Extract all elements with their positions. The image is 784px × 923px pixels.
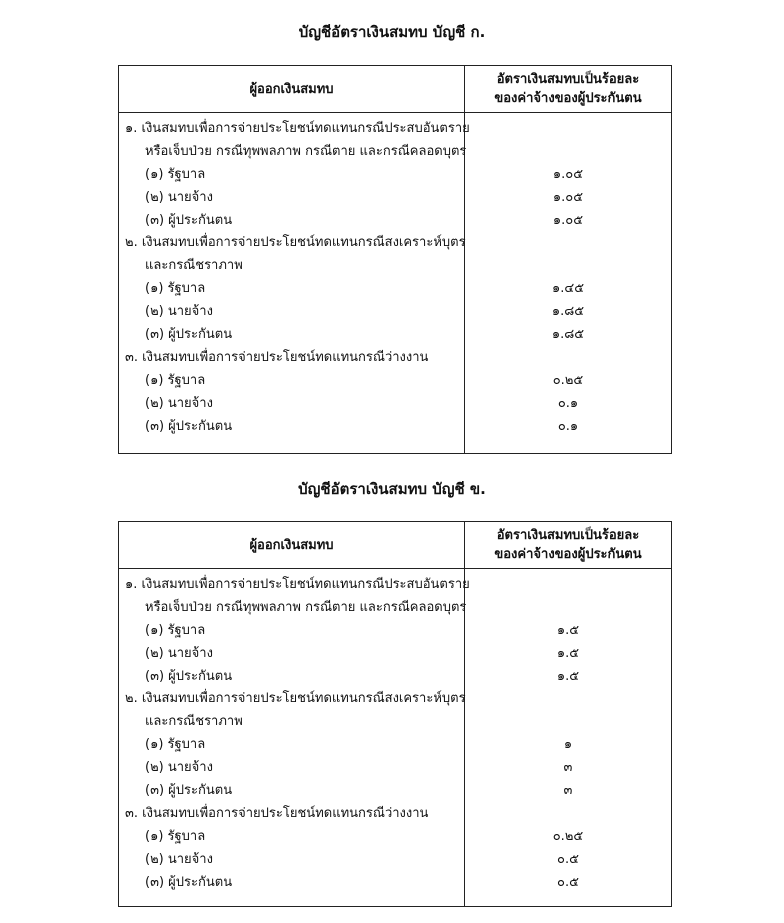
rate-value: ๑.๕ [556,622,580,638]
contributor-column [119,569,470,907]
rate-column [465,113,672,454]
item-label: (๑) รัฐบาล [145,166,206,182]
rate-spacer [465,255,671,278]
section-heading-cont: และกรณีชราภาพ [145,258,243,274]
rate-value: ๓ [563,760,573,776]
header-rate-line-1: อัตราเงินสมทบเป็นร้อยละ [496,72,640,87]
schedule-b-title: บัญชีอัตราเงินสมทบ บัญชี ข. [298,480,486,498]
rate-value: ๑.๔๕ [551,281,585,297]
section-heading: ๓. เงินสมทบเพื่อการจ่ายประโยชน์ทดแทนกรณีว่างงาน [125,349,429,365]
item-label: (๓) ผู้ประกันตน [145,668,233,684]
section-heading: ๑. เงินสมทบเพื่อการจ่ายประโยชน์ทดแทนกรณีประสบอันตราย [125,121,470,136]
header-rate-line-1: อัตราเงินสมทบเป็นร้อยละ [496,528,640,543]
item-label: (๒) นายจ้าง [145,304,213,320]
rate-value: ๑.๐๕ [552,212,584,228]
contributor-column [119,113,470,454]
rate-spacer [465,232,671,255]
item-label: (๓) ผู้ประกันตน [145,327,233,343]
section-heading: ๒. เงินสมทบเพื่อการจ่ายประโยชน์ทดแทนกรณีสงเคราะห์บุตร [125,691,466,707]
rate-value: ๑.๘๕ [551,304,585,320]
rate-spacer [465,574,671,597]
section-heading: ๓. เงินสมทบเพื่อการจ่ายประโยชน์ทดแทนกรณีว่างงาน [125,805,429,821]
rate-spacer [465,347,671,370]
rate-value: ๑.๐๕ [552,166,584,182]
rate-value: ๐.๕ [557,851,579,867]
header-contributor: ผู้ออกเงินสมทบ [119,522,465,569]
item-label: (๒) นายจ้าง [145,189,213,205]
header-rate [465,66,672,113]
rate-value: ๐.๕ [557,874,579,890]
rate-spacer [465,803,671,826]
rate-value: ๐.๑ [557,418,579,434]
section-heading-cont: หรือเจ็บป่วย กรณีทุพพลภาพ กรณีตาย และกรณีคลอดบุตร [145,599,467,615]
rate-spacer [465,597,671,620]
item-label: (๑) รัฐบาล [145,281,206,297]
item-label: (๒) นายจ้าง [145,645,213,661]
header-rate-line-2: ของค่าจ้างของผู้ประกันตน [494,91,642,106]
item-label: (๑) รัฐบาล [145,622,206,638]
item-label: (๓) ผู้ประกันตน [145,212,233,228]
schedule-b-body-row [119,569,672,907]
rate-spacer [465,118,671,141]
rate-value: ๐.๒๕ [552,828,584,844]
header-rate [465,522,672,569]
section-heading: ๒. เงินสมทบเพื่อการจ่ายประโยชน์ทดแทนกรณีสงเคราะห์บุตร [125,235,466,251]
schedule-a-header-row [119,66,672,113]
rate-spacer [465,141,671,164]
item-label: (๒) นายจ้าง [145,395,213,411]
item-label: (๑) รัฐบาล [145,828,206,844]
item-label: (๓) ผู้ประกันตน [145,783,233,799]
header-rate-line-2: ของค่าจ้างของผู้ประกันตน [494,547,642,562]
schedule-b-table [118,521,672,907]
section-heading-cont: และกรณีชราภาพ [145,714,243,730]
item-label: (๑) รัฐบาล [145,372,206,388]
rate-column [465,569,672,907]
rate-value: ๐.๑ [557,395,579,411]
rate-value: ๑.๕ [556,668,580,684]
rate-spacer [465,711,671,734]
schedule-a-table [118,65,672,454]
schedule-a-body-row [119,113,672,454]
rate-value: ๑.๕ [556,645,580,661]
item-label: (๒) นายจ้าง [145,851,213,867]
rate-value: ๑.๘๕ [551,327,585,343]
rate-value: ๑.๐๕ [552,189,584,205]
section-heading-cont: หรือเจ็บป่วย กรณีทุพพลภาพ กรณีตาย และกรณีคลอดบุตร [145,143,467,159]
item-label: (๑) รัฐบาล [145,737,206,753]
item-label: (๓) ผู้ประกันตน [145,874,233,890]
rate-spacer [465,688,671,711]
header-contributor: ผู้ออกเงินสมทบ [119,66,465,113]
section-heading: ๑. เงินสมทบเพื่อการจ่ายประโยชน์ทดแทนกรณีประสบอันตราย [125,577,470,592]
schedule-b-header-row [119,522,672,569]
item-label: (๒) นายจ้าง [145,760,213,776]
rate-value: ๓ [563,783,573,799]
rate-value: ๐.๒๕ [552,372,584,388]
rate-value: ๑ [563,737,573,753]
item-label: (๓) ผู้ประกันตน [145,418,233,434]
schedule-a-title: บัญชีอัตราเงินสมทบ บัญชี ก. [298,23,486,41]
